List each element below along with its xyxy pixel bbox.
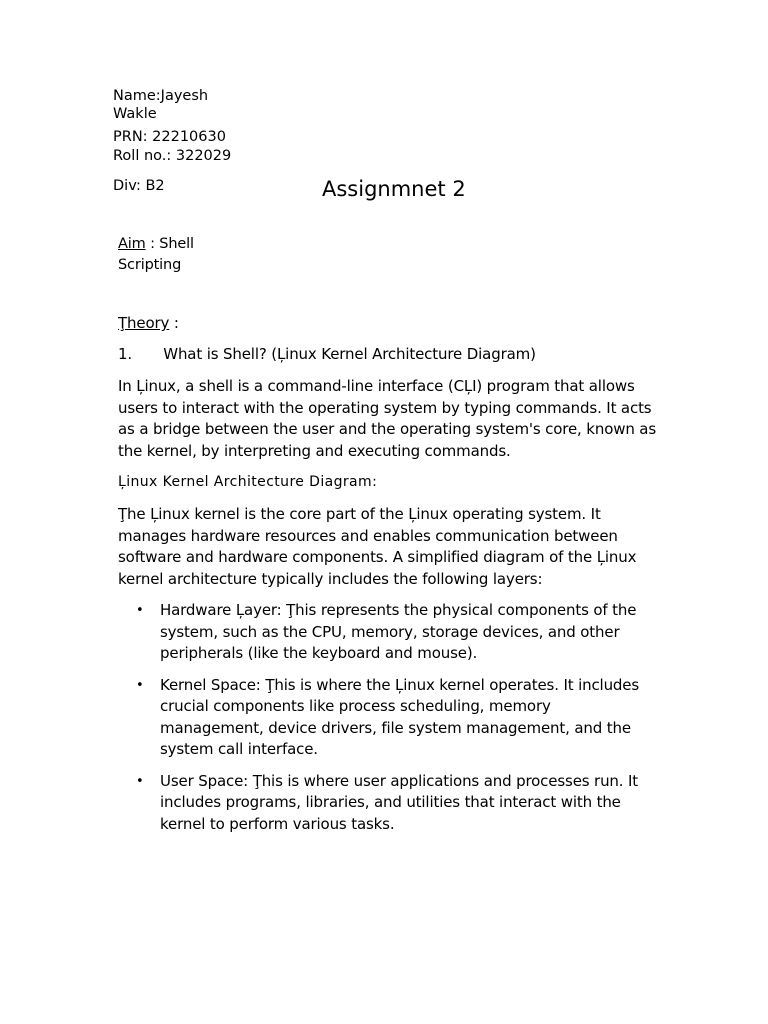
kernel-description-paragraph: Ţhe Ļinux kernel is the core part of the Ļinux operating system. It manages hardware resources and enables communication between software and hardware components. A simplified diagram of the Ļinux kernel architecture typically includes the following layers: [118, 505, 637, 588]
bullet-icon: • [136, 773, 144, 789]
theory-label: Ţheory [118, 314, 170, 332]
student-roll-number: Roll no.: 322029 [113, 148, 232, 164]
bullet-icon: • [136, 603, 144, 618]
student-prn: PRN: 22210630 [113, 129, 226, 145]
shell-definition-paragraph: In Ļinux, a shell is a command-line interface (CĻI) program that allows users to interact with the operating system by typing commands. It acts as a bridge between the user and the operating system's core, known as the kernel, by interpreting and executing commands. [118, 377, 657, 460]
aim-text-line2: Scripting [118, 257, 182, 273]
theory-heading [118, 313, 179, 335]
question-1 [118, 344, 536, 366]
list-item-text: Kernel Space: Ţhis is where the Ļinux kernel operates. It includes crucial components like process scheduling, memory management, device drivers, file system management, and the system call interface. [160, 675, 640, 758]
list-item [118, 675, 648, 761]
aim-text-line1: : Shell [145, 236, 194, 252]
student-division: Div: B2 [113, 178, 165, 194]
document-title: Assignmnet 2 [322, 177, 466, 201]
student-name-line2: Wakle [113, 106, 157, 122]
kernel-layers-list [118, 600, 648, 845]
kernel-diagram-subheading: Ļinux Kernel Architecture Diagram: [118, 474, 378, 490]
aim-label: Aim [118, 236, 146, 252]
bullet-icon: • [136, 677, 144, 693]
list-item [118, 771, 648, 836]
question-number: 1. [118, 345, 133, 363]
list-item [118, 600, 648, 665]
question-text: What is Shell? (Ļinux Kernel Architecture Diagram) [163, 345, 536, 363]
aim-block [118, 234, 194, 276]
student-name-line1: Name:Jayesh [113, 88, 209, 104]
theory-suffix: : [169, 314, 179, 332]
list-item-text: Hardware Ļayer: Ţhis represents the physical components of the system, such as the CPU, memory, storage devices, and other peripherals (like the keyboard and mouse). [160, 601, 637, 662]
list-item-text: User Space: Ţhis is where user applications and processes run. It includes programs, libraries, and utilities that interact with the kernel to perform various tasks. [160, 771, 639, 833]
